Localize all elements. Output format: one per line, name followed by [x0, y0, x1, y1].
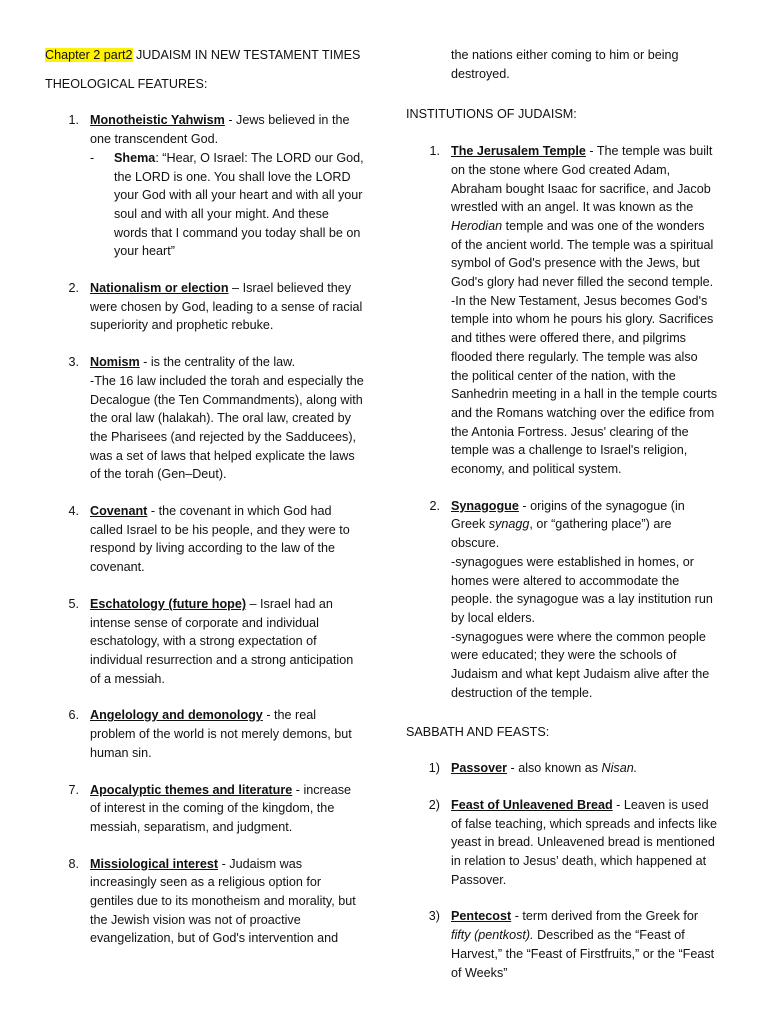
list-item	[406, 907, 718, 982]
list-number: 5.	[68, 596, 79, 611]
right-column	[406, 46, 718, 1000]
list-term: The Jerusalem Temple	[451, 144, 586, 159]
sub-text: : “Hear, O Israel: The LORD our God, the LORD is one. You shall love the LORD your God with all your heart and with all your soul and with all your might. And these words that I command you today shall be on your heart”	[114, 150, 364, 259]
list-term: Missiological interest	[90, 856, 219, 871]
list-number: 1.	[429, 144, 440, 159]
sub-list-item	[90, 149, 365, 261]
list-number: 3.	[68, 355, 79, 370]
list-text-continued: temple and was one of the wonders of the ancient world. The temple was a spiritual symbol of God's presence with the Jews, but God's glory had never filled the second temple.	[451, 218, 714, 290]
list-item-body	[90, 502, 365, 577]
list-extra-text: -In the New Testament, Jesus becomes God's temple into whom he pours his glory. Sacrifices and tithes were offered there, and pilgrims flooded there regularly. The temple was also the political center of the nation, with the Sanhedrin meeting in a hall in the temple courts and the Romans watching over the edifice from the Antonia Fortress. Jesus' clearing of the temple was a challenge to Israel's religion, economy, and political system.	[451, 293, 718, 477]
list-item-body	[90, 855, 365, 949]
list-extra-text: -The 16 law included the torah and especially the Decalogue (the Ten Commandments), along with the oral law (halakah). The oral law, created by the Pharisees (and rejected by the Sadducees), was a set of laws that helped explicate the laws of the torah (Gen–Deut).	[90, 373, 364, 482]
list-number: 6.	[68, 708, 79, 723]
list-term: Feast of Unleavened Bread	[451, 797, 613, 812]
continuation-text: the nations either coming to him or being destroyed.	[451, 48, 679, 81]
continuation-block	[406, 46, 718, 83]
list-term: Monotheistic Yahwism	[90, 113, 225, 128]
list-item	[45, 855, 365, 949]
list-text: – Israel had an intense sense of corporate and individual eschatology, with a strong expectation of individual resurrection and a strong anticipation of a messiah.	[90, 596, 354, 686]
list-item-body	[90, 111, 365, 261]
list-item-body	[90, 706, 365, 762]
list-item-body	[451, 759, 718, 778]
list-term: Nomism	[90, 355, 140, 370]
list-item	[45, 111, 365, 261]
chapter-title-text: JUDAISM IN NEW TESTAMENT TIMES	[132, 48, 361, 62]
list-text: - origins of the synagogue (in Greek	[451, 498, 685, 532]
list-text: - Leaven is used of false teaching, which spreads and infects like yeast in bread. Unleavened bread is mentioned in relation to Jesus’ death, which happened at Passover.	[451, 797, 718, 887]
list-item	[45, 595, 365, 689]
list-text: - The temple was built on the stone where God created Adam, Abraham bought Isaac for sacrifice, and Jacob wrestled with an angel. It was known as the	[451, 144, 713, 215]
list-italic: Nisan.	[601, 761, 638, 776]
list-number: 4.	[68, 504, 79, 519]
list-number: 8.	[68, 856, 79, 871]
list-item-body	[451, 796, 718, 890]
list-italic: Herodian	[451, 218, 503, 233]
list-item-body	[451, 907, 718, 982]
list-extra-text: -synagogues were where the common people were educated; they were the schools of Judaism and what kept Judaism alive after the destruction of the temple.	[451, 629, 710, 700]
list-text: - Jews believed in the one transcendent God.	[90, 113, 350, 147]
list-text: - the covenant in which God had called Israel to be his people, and they were to respond by living according to the law of the covenant.	[90, 504, 350, 575]
list-number: 1)	[428, 761, 440, 776]
chapter-label-highlight: Chapter 2 part2	[45, 48, 133, 62]
list-term: Eschatology (future hope)	[90, 596, 247, 611]
list-text: - term derived from the Greek for	[511, 909, 699, 924]
theological-features-heading: THEOLOGICAL FEATURES:	[45, 76, 208, 91]
list-number: 2.	[429, 498, 440, 513]
list-term: Passover	[451, 761, 508, 776]
list-italic: fifty (pentkost).	[451, 928, 534, 943]
sub-term: Shema	[114, 150, 156, 165]
list-item-body	[451, 497, 718, 703]
left-column	[45, 46, 365, 966]
list-text: - is the centrality of the law.	[139, 355, 296, 370]
list-item-body	[90, 353, 365, 484]
list-term: Nationalism or election	[90, 281, 229, 296]
institutions-heading: INSTITUTIONS OF JUDAISM:	[406, 107, 577, 122]
list-text: - also known as	[507, 761, 602, 776]
list-item	[406, 796, 718, 890]
list-text: – Israel believed they were chosen by God, leading to a sense of racial superiority and prophetic rebuke.	[90, 281, 363, 333]
list-text: - Judaism was increasingly seen as a religious option for gentiles due to its monotheism and morality, but the Jewish vision was not of proactive evangelization, but of God's intervention and	[90, 856, 356, 946]
list-item-body	[90, 279, 365, 335]
list-number: 3)	[428, 909, 440, 924]
list-item	[406, 497, 718, 703]
list-number: 1.	[68, 113, 79, 128]
list-term: Angelology and demonology	[90, 708, 263, 723]
list-text: - the real problem of the world is not merely demons, but human sin.	[90, 708, 352, 760]
sub-list-body	[114, 149, 365, 261]
list-term: Pentecost	[451, 909, 512, 924]
chapter-title	[45, 46, 365, 65]
list-item	[45, 781, 365, 837]
dash-bullet: -	[90, 150, 95, 165]
list-text: - increase of interest in the coming of the kingdom, the messiah, separatism, and judgment.	[90, 782, 352, 834]
list-number: 7.	[68, 782, 79, 797]
list-term: Covenant	[90, 504, 148, 519]
list-item	[406, 759, 718, 778]
sabbath-feasts-heading: SABBATH AND FEASTS:	[406, 724, 550, 739]
list-number: 2.	[68, 281, 79, 296]
list-term: Synagogue	[451, 498, 519, 513]
list-item	[45, 502, 365, 577]
list-item-body	[90, 781, 365, 837]
list-item	[45, 353, 365, 484]
list-item-body	[451, 142, 718, 479]
list-extra-text: -synagogues were established in homes, or homes were altered to accommodate the people. the synagogue was a lay institution run by local elders.	[451, 554, 713, 625]
list-italic: synagg	[488, 517, 530, 532]
list-item	[45, 706, 365, 762]
list-item	[406, 142, 718, 479]
list-item-body	[90, 595, 365, 689]
list-number: 2)	[428, 797, 440, 812]
list-text-continued: , or “gathering place”) are obscure.	[451, 517, 672, 551]
list-term: Apocalyptic themes and literature	[90, 782, 293, 797]
list-item	[45, 279, 365, 335]
list-text-continued: Described as the “Feast of Harvest,” the “Feast of Firstfruits,” or the “Feast of Weeks”	[451, 928, 715, 980]
